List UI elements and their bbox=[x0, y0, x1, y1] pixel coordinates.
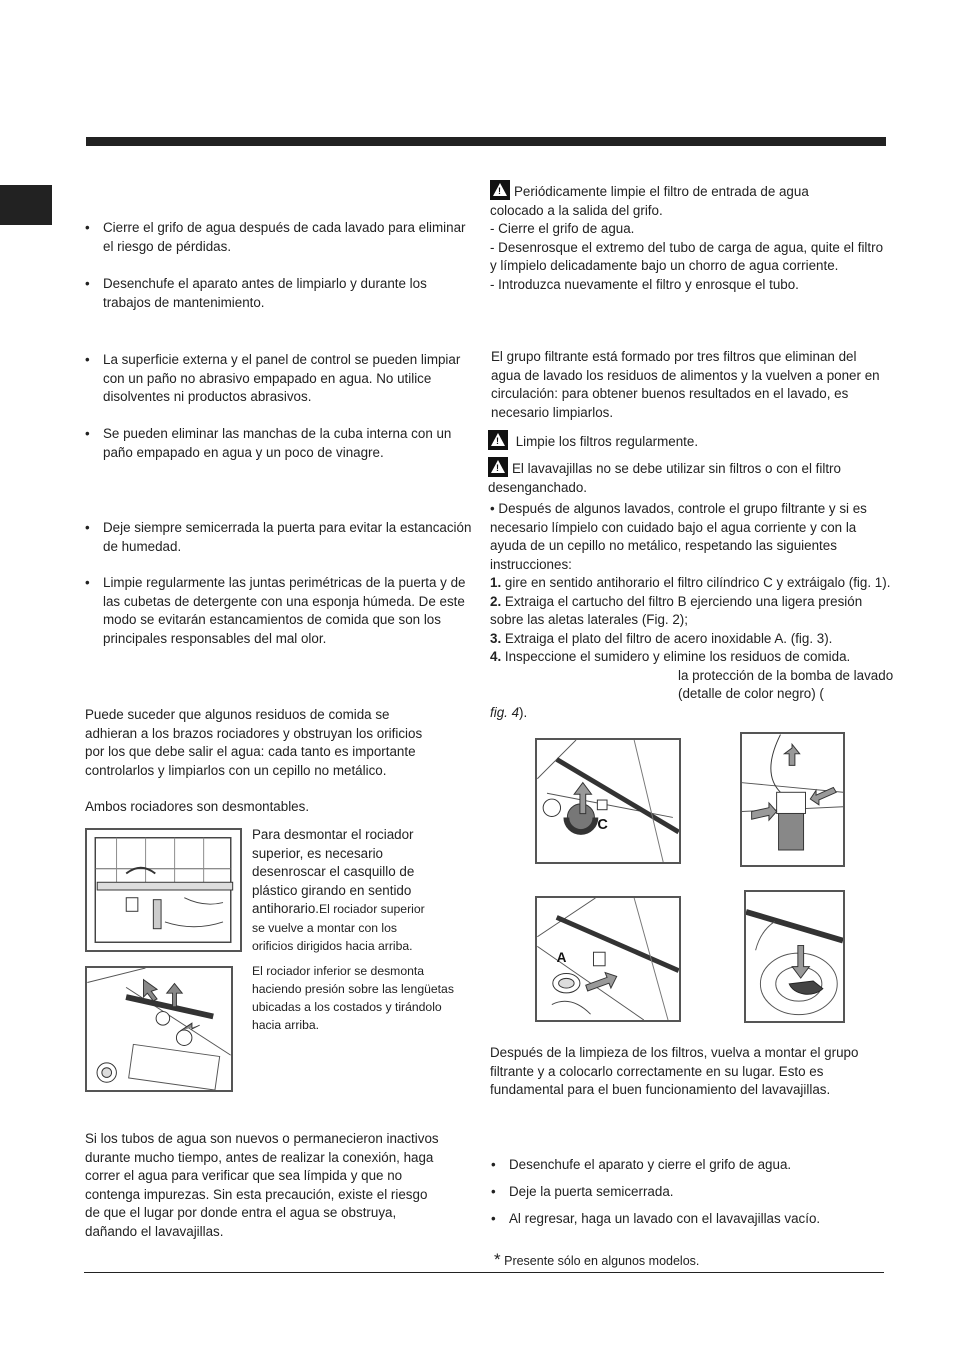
header-bar bbox=[86, 137, 886, 146]
filter-label-a: A bbox=[556, 949, 567, 965]
lower-sprayer-figure bbox=[85, 966, 233, 1092]
bullet-door: • Deje siempre semicerrada la puerta para evitar la estancación de humedad. bbox=[85, 519, 475, 556]
lower-sprayer-text: El rociador inferior se desmonta haciendo presión sobre las lengüetas ubicadas a los costados y tirándolo hacia arriba. bbox=[252, 964, 454, 1032]
bullet-close-tap: • Cierre el grifo de agua después de cada lavado para eliminar el riesgo de pérdidas. bbox=[85, 219, 475, 256]
language-tab bbox=[0, 185, 52, 225]
bullet-unplug: • Desenchufe el aparato antes de limpiarlo y durante los trabajos de mantenimiento. bbox=[85, 275, 475, 312]
footnote: * Presente sólo en algunos modelos. bbox=[494, 1250, 700, 1269]
bullet-stains: • Se pueden eliminar las manchas de la cuba interna con un paño empapado en agua y un poco de vinagre. bbox=[85, 425, 475, 462]
filter-steps: • Después de algunos lavados, controle el grupo filtrante y si es necesario límpielo con cuidado bajo el agua corriente y con la ayuda de un cepillo no metálico, respetando las siguientes instrucciones: 1. gire en sentido antihorario el filtro cilíndrico C y extráigalo (fig. 1). 2. Extraiga el cartucho del filtro B ejerciendo una ligera presión sobre las aletas laterales (Fig. 2); 3. Extraiga el plato del filtro de acero inoxidable A. (fig. 3). 4. Inspeccione el sumidero y elimine los residuos de comida. la protección de la bomba de lavado (detalle de color negro) ( fig. 4). bbox=[490, 501, 894, 720]
bullet-away-door: • Deje la puerta semicerrada. bbox=[491, 1183, 889, 1202]
bullet-external-surface: • La superficie externa y el panel de control se pueden limpiar con un paño no abrasivo empapado en agua. No utilice disolventes ni productos abrasivos. bbox=[85, 351, 475, 407]
warning-clean-filters: ! Limpie los filtros regularmente. bbox=[488, 430, 888, 452]
filter-figure-4 bbox=[744, 890, 845, 1023]
bullet-away-return: • Al regresar, haga un lavado con el lavavajillas vacío. bbox=[491, 1210, 889, 1229]
warning-icon: ! bbox=[490, 180, 510, 200]
filter-figure-1 bbox=[535, 738, 681, 864]
upper-sprayer-text: Para desmontar el rociador superior, es necesario desenroscar el casquillo de plástico girando en sentido antihorario.El rociador superior se vuelve a montar con los orificios dirigidos hacia arriba. bbox=[252, 827, 425, 953]
after-filters-paragraph: Después de la limpieza de los filtros, vuelva a montar el grupo filtrante y a colocarlo correctamente en su lugar. Esto es fundamental para el buen funcionamiento del lavavajillas. bbox=[490, 1045, 859, 1097]
warning-icon: ! bbox=[488, 457, 508, 477]
footer-rule bbox=[84, 1272, 884, 1273]
inlet-filter-text: ! Periódicamente limpie el filtro de entrada de agua colocado a la salida del grifo. - Cierre el grifo de agua. - Desenrosque el extremo del tubo de carga de agua, quite el filtro y límpielo delicadamente bajo un chorro de agua corriente. - Introduzca nuevamente el filtro y enrosque el tubo. bbox=[490, 180, 890, 294]
bullet-seals: • Limpie regularmente las juntas perimétricas de la puerta y de las cubetas de detergente con una esponja húmeda. De este modo se evitarán estancamientos de comida que son los principales responsables del mal olor. bbox=[85, 574, 475, 648]
sprayers-removable: Ambos rociadores son desmontables. bbox=[85, 799, 310, 814]
filter-label-c: C bbox=[597, 817, 608, 834]
filter-figure-3 bbox=[535, 896, 681, 1022]
upper-sprayer-figure bbox=[85, 828, 242, 952]
warning-icon: ! bbox=[488, 430, 508, 450]
pipes-paragraph: Si los tubos de agua son nuevos o permanecieron inactivos durante mucho tiempo, antes de realizar la conexión, haga correr el agua para verificar que sea límpida y que no contenga impurezas. Sin esta precaución, existe el riesgo de que el lugar por donde entra el agua se obstruya, dañando el lavavajillas. bbox=[85, 1131, 439, 1239]
filter-group-paragraph: El grupo filtrante está formado por tres filtros que eliminan del agua de lavado los residuos de alimentos y la vuelven a poner en circulación: para obtener buenos resultados en el lavado, es necesario limpiarlos. bbox=[491, 349, 880, 420]
filter-figure-2 bbox=[740, 732, 845, 867]
sprayers-paragraph: Puede suceder que algunos residuos de comida se adhieran a los brazos rociadores y obstruyan los orificios por los que debe salir el agua: cada tanto es importante controlarlos y limpiarlos con un cepillo no metálico. bbox=[85, 707, 423, 778]
bullet-away-unplug: • Desenchufe el aparato y cierre el grifo de agua. bbox=[491, 1156, 889, 1175]
warning-no-filters: ! El lavavajillas no se debe utilizar sin filtros o con el filtro desenganchado. bbox=[488, 457, 888, 497]
